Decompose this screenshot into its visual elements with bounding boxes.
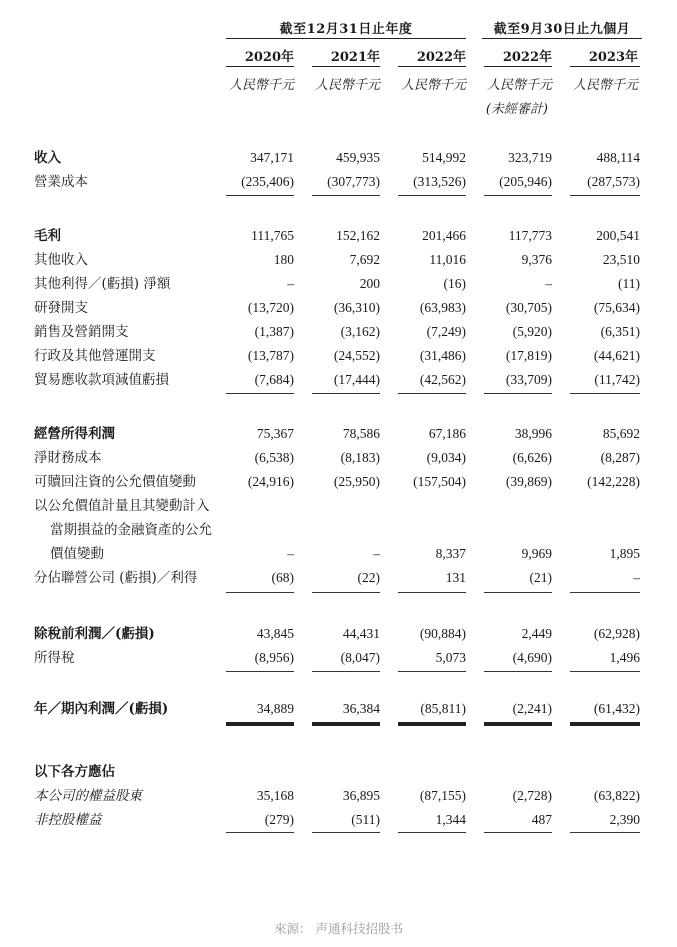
table-row xyxy=(0,149,677,173)
cell-value: 44,431 xyxy=(342,626,380,641)
table-row xyxy=(0,473,677,497)
year-rule-3 xyxy=(398,66,466,67)
cell-value: (24,552) xyxy=(333,348,380,363)
cell-value: 43,845 xyxy=(256,626,294,641)
year-2021: 2021年 xyxy=(330,50,380,65)
subtotal-rule-2 xyxy=(398,393,466,394)
cell-value: (8,287) xyxy=(600,450,640,465)
cell-value: (42,562) xyxy=(419,372,466,387)
cell-value: 2,449 xyxy=(521,626,552,641)
row-label: 本公司的權益股東 xyxy=(34,788,142,804)
row-label: 其他收入 xyxy=(34,252,88,268)
cell-value: (44,621) xyxy=(593,348,640,363)
cell-value: (21) xyxy=(529,570,552,585)
table-row xyxy=(0,227,677,251)
cell-value: (25,950) xyxy=(333,474,380,489)
attribution-rule xyxy=(312,832,380,833)
cell-value: (511) xyxy=(351,812,380,827)
cell-value: 117,773 xyxy=(508,228,552,243)
cell-value: (22) xyxy=(357,570,380,585)
total-double-rule xyxy=(312,722,380,726)
subtotal-rule-4 xyxy=(226,671,294,672)
cell-value: 347,171 xyxy=(250,150,294,165)
cell-value: – xyxy=(373,546,380,561)
cell-value: (36,310) xyxy=(333,300,380,315)
cell-value: 1,344 xyxy=(435,812,466,827)
header-group-annual-rule xyxy=(226,38,466,39)
cell-value: 111,765 xyxy=(251,228,294,243)
year-rule-2 xyxy=(312,66,380,67)
cell-value: 11,016 xyxy=(429,252,466,267)
cell-value: 152,162 xyxy=(336,228,380,243)
cell-value: (279) xyxy=(264,812,294,827)
row-label: 分佔聯營公司 (虧損)／利得 xyxy=(34,570,198,586)
cell-value: (63,822) xyxy=(593,788,640,803)
cell-value: (11,742) xyxy=(594,372,640,387)
subtotal-rule-4 xyxy=(312,671,380,672)
cell-value: – xyxy=(545,276,552,291)
cell-value: (8,956) xyxy=(254,650,294,665)
cell-value: (31,486) xyxy=(419,348,466,363)
table-row xyxy=(0,299,677,323)
cell-value: 34,889 xyxy=(256,701,294,716)
cell-value: 2,390 xyxy=(609,812,640,827)
subtotal-rule-3 xyxy=(398,592,466,593)
row-label: 營業成本 xyxy=(34,174,88,190)
subtotal-rule-4 xyxy=(484,671,552,672)
cell-value: 78,586 xyxy=(342,426,380,441)
cell-value: (39,869) xyxy=(505,474,552,489)
cell-value: (9,034) xyxy=(426,450,466,465)
row-label: 收入 xyxy=(34,150,61,166)
cell-value: (6,626) xyxy=(512,450,552,465)
cell-value: 36,895 xyxy=(342,788,380,803)
cell-value: (17,444) xyxy=(333,372,380,387)
subtotal-rule-1 xyxy=(570,195,640,196)
table-row xyxy=(0,787,677,811)
cell-value: 35,168 xyxy=(256,788,294,803)
cell-value: (287,573) xyxy=(587,174,640,189)
cell-value: 5,073 xyxy=(435,650,466,665)
subtotal-rule-1 xyxy=(484,195,552,196)
table-row xyxy=(0,371,677,395)
cell-value: (2,241) xyxy=(512,701,552,716)
year-rule-5 xyxy=(570,66,640,67)
attribution-rule xyxy=(398,832,466,833)
cell-value: 1,496 xyxy=(609,650,640,665)
year-rule-4 xyxy=(484,66,552,67)
cell-value: 200,541 xyxy=(596,228,640,243)
cell-value: 131 xyxy=(445,570,466,585)
cell-value: 459,935 xyxy=(336,150,380,165)
unit-label-1: 人民幣千元 xyxy=(228,78,294,93)
row-label: 淨財務成本 xyxy=(34,450,102,466)
cell-value: (7,684) xyxy=(254,372,294,387)
subtotal-rule-1 xyxy=(226,195,294,196)
cell-value: (90,884) xyxy=(419,626,466,641)
table-row xyxy=(0,449,677,473)
row-label: 價值變動 xyxy=(50,546,104,562)
table-row xyxy=(0,649,677,673)
cell-value: (307,773) xyxy=(327,174,380,189)
subtotal-rule-2 xyxy=(226,393,294,394)
cell-value: 487 xyxy=(531,812,552,827)
cell-value: – xyxy=(633,570,640,585)
table-row xyxy=(0,323,677,347)
cell-value: (13,787) xyxy=(247,348,294,363)
cell-value: 323,719 xyxy=(508,150,552,165)
table-row xyxy=(0,545,677,569)
cell-value: (30,705) xyxy=(505,300,552,315)
cell-value: (24,916) xyxy=(247,474,294,489)
cell-value: (75,634) xyxy=(593,300,640,315)
source-caption: 來源： 声通科技招股书 xyxy=(274,921,403,936)
attribution-rule xyxy=(484,832,552,833)
header-group-nine-months-rule xyxy=(482,38,642,39)
cell-value: 201,466 xyxy=(422,228,466,243)
cell-value: (68) xyxy=(271,570,294,585)
cell-value: (8,183) xyxy=(340,450,380,465)
attribution-rule xyxy=(226,832,294,833)
row-label: 研發開支 xyxy=(34,300,88,316)
cell-value: 75,367 xyxy=(256,426,294,441)
year-2022: 2022年 xyxy=(416,50,466,65)
subtotal-rule-2 xyxy=(312,393,380,394)
cell-value: (61,432) xyxy=(593,701,640,716)
cell-value: (142,228) xyxy=(587,474,640,489)
header-group-annual: 截至12月31日止年度 xyxy=(279,22,413,37)
cell-value: (2,728) xyxy=(512,788,552,803)
table-row xyxy=(0,521,677,545)
cell-value: (85,811) xyxy=(420,701,466,716)
header-group-nine-months: 截至9月30日止九個月 xyxy=(493,22,631,37)
unit-label-3: 人民幣千元 xyxy=(400,78,466,93)
cell-value: (87,155) xyxy=(419,788,466,803)
cell-value: (16) xyxy=(443,276,466,291)
attribution-rule xyxy=(570,832,640,833)
subtotal-rule-4 xyxy=(570,671,640,672)
cell-value: (63,983) xyxy=(419,300,466,315)
cell-value: (8,047) xyxy=(340,650,380,665)
table-row xyxy=(0,275,677,299)
cell-value: (62,928) xyxy=(593,626,640,641)
cell-value: (17,819) xyxy=(505,348,552,363)
unit-label-4: 人民幣千元 xyxy=(486,78,552,93)
subtotal-rule-1 xyxy=(398,195,466,196)
cell-value: 1,895 xyxy=(609,546,640,561)
cell-value: (313,526) xyxy=(413,174,466,189)
cell-value: (33,709) xyxy=(505,372,552,387)
table-row xyxy=(0,251,677,275)
table-row xyxy=(0,173,677,197)
total-double-rule xyxy=(226,722,294,726)
cell-value: (11) xyxy=(618,276,640,291)
cell-value: 180 xyxy=(273,252,294,267)
row-label: 其他利得／(虧損) 淨額 xyxy=(34,276,171,292)
row-label: 銷售及營銷開支 xyxy=(34,324,129,340)
cell-value: 23,510 xyxy=(602,252,640,267)
table-row xyxy=(0,347,677,371)
cell-value: (235,406) xyxy=(241,174,294,189)
unit-label-2: 人民幣千元 xyxy=(314,78,380,93)
row-label: 當期損益的金融資產的公允 xyxy=(50,522,212,538)
cell-value: (13,720) xyxy=(247,300,294,315)
cell-value: 488,114 xyxy=(596,150,640,165)
table-row xyxy=(0,700,677,724)
cell-value: – xyxy=(287,276,294,291)
subtotal-rule-3 xyxy=(226,592,294,593)
cell-value: (205,946) xyxy=(499,174,552,189)
row-label: 可贖回注資的公允價值變動 xyxy=(34,474,196,490)
unit-label-5: 人民幣千元 xyxy=(572,78,638,93)
year-2020: 2020年 xyxy=(244,50,294,65)
cell-value: (5,920) xyxy=(512,324,552,339)
row-label: 年／期內利潤／(虧損) xyxy=(34,701,169,717)
cell-value: 9,969 xyxy=(521,546,552,561)
cell-value: (3,162) xyxy=(340,324,380,339)
subtotal-rule-3 xyxy=(484,592,552,593)
unaudited-label: (未經審計) xyxy=(485,102,548,117)
cell-value: 7,692 xyxy=(349,252,380,267)
row-label: 經營所得利潤 xyxy=(34,426,115,442)
table-row xyxy=(0,425,677,449)
cell-value: (157,504) xyxy=(413,474,466,489)
row-label: 以下各方應佔 xyxy=(34,764,115,780)
subtotal-rule-1 xyxy=(312,195,380,196)
cell-value: 200 xyxy=(359,276,380,291)
row-label: 所得稅 xyxy=(34,650,75,666)
year-2022-nine-months: 2022年 xyxy=(502,50,552,65)
total-double-rule xyxy=(484,722,552,726)
cell-value: (6,538) xyxy=(254,450,294,465)
subtotal-rule-3 xyxy=(570,592,640,593)
subtotal-rule-3 xyxy=(312,592,380,593)
cell-value: (4,690) xyxy=(512,650,552,665)
year-2023-nine-months: 2023年 xyxy=(588,50,638,65)
row-label: 行政及其他營運開支 xyxy=(34,348,156,364)
cell-value: 85,692 xyxy=(602,426,640,441)
year-rule-1 xyxy=(226,66,294,67)
cell-value: 38,996 xyxy=(514,426,552,441)
subtotal-rule-4 xyxy=(398,671,466,672)
total-double-rule xyxy=(570,722,640,726)
table-row xyxy=(0,763,677,787)
subtotal-rule-2 xyxy=(570,393,640,394)
row-label: 毛利 xyxy=(34,228,61,244)
row-label: 以公允價值計量且其變動計入 xyxy=(34,498,210,514)
table-row xyxy=(0,497,677,521)
total-double-rule xyxy=(398,722,466,726)
cell-value: 67,186 xyxy=(428,426,466,441)
cell-value: (1,387) xyxy=(254,324,294,339)
row-label: 非控股權益 xyxy=(34,812,102,828)
cell-value: (6,351) xyxy=(600,324,640,339)
cell-value: – xyxy=(287,546,294,561)
row-label: 貿易應收款項減值虧損 xyxy=(34,372,169,388)
cell-value: 36,384 xyxy=(342,701,380,716)
subtotal-rule-2 xyxy=(484,393,552,394)
table-row xyxy=(0,625,677,649)
cell-value: 514,992 xyxy=(422,150,466,165)
cell-value: 9,376 xyxy=(521,252,552,267)
cell-value: (7,249) xyxy=(426,324,466,339)
cell-value: 8,337 xyxy=(435,546,466,561)
row-label: 除稅前利潤／(虧損) xyxy=(34,626,155,642)
table-row xyxy=(0,569,677,593)
